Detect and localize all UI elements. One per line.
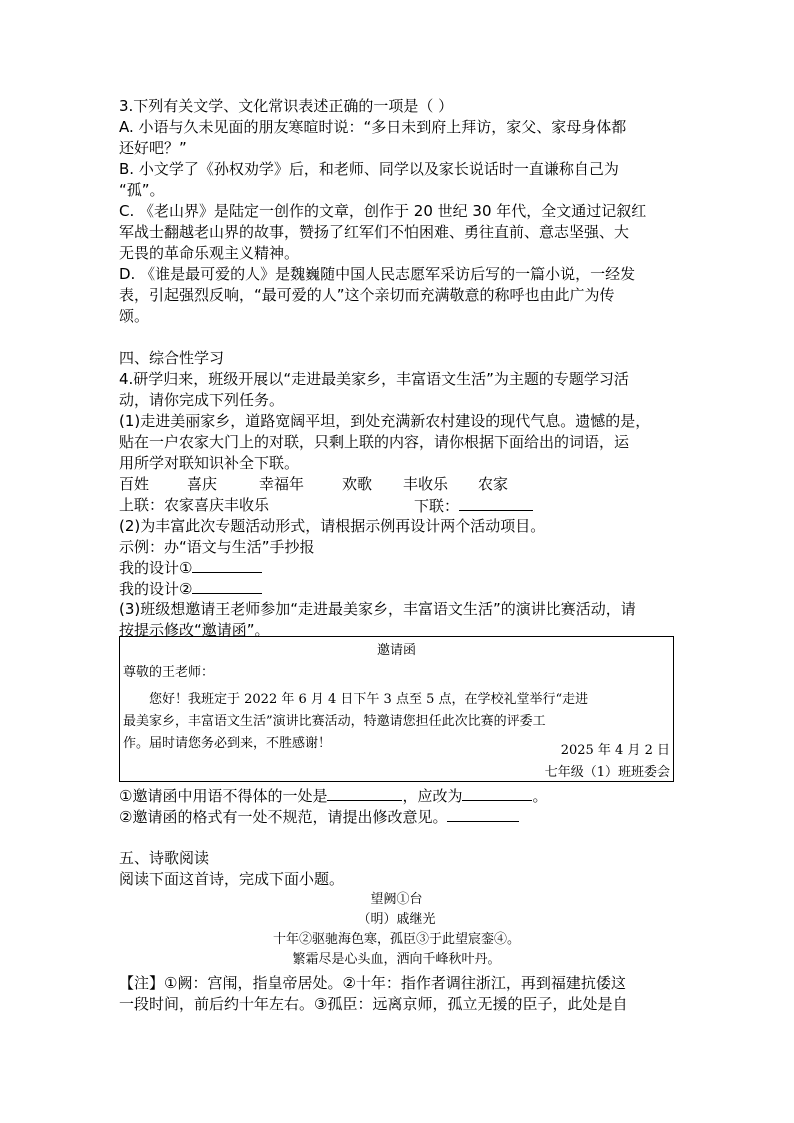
q3-option-b-line2: “孤”。 (119, 181, 165, 199)
word-item: 幸福年 (259, 475, 305, 493)
letter-body-line1: 您好！我班定于 2022 年 6 月 4 日下午 3 点至 5 点，在学校礼堂举行“走进 (149, 692, 589, 707)
word-item: 喜庆 (187, 475, 218, 493)
poem-note-line2: 一段时间，前后约十年左右。③孤臣：远离京师，孤立无援的臣子，此处是自 (119, 995, 628, 1013)
q3-option-d-line1: D. 《谁是最可爱的人》是魏巍随中国人民志愿军采访后写的一篇小说，一经发 (119, 265, 636, 283)
lower-couplet-blank[interactable] (459, 495, 533, 511)
q4-part2: (2)为丰富此次专题活动形式，请根据示例再设计两个活动项目。 (119, 517, 546, 535)
sub1-text-b: ，应改为 (402, 787, 463, 805)
letter-signature: 七年级（1）班班委会 (544, 765, 670, 780)
sub1-blank-2[interactable] (462, 785, 532, 801)
q4-part1-line2: 贴在一户农家大门上的对联，只剩上联的内容，请你根据下面给出的词语，运 (119, 433, 630, 451)
poem-note-line1: 【注】①阙：宫闱，指皇帝居处。②十年：指作者调往浙江，再到福建抗倭这 (119, 974, 626, 992)
sub1-text-c: 。 (532, 787, 548, 805)
sub1-blank-1[interactable] (327, 785, 402, 801)
q3-option-d-line2: 表，引起强烈反响，“最可爱的人”这个亲切而充满敬意的称呼也由此广为传 (119, 286, 615, 304)
q3-option-a-line1: A. 小语与久未见面的朋友寒暄时说：“多日未到府上拜访，家父、家母身体都 (119, 118, 627, 136)
section4-heading: 四、综合性学习 (119, 349, 225, 367)
q4-intro-line2: 动，请你完成下列任务。 (119, 391, 285, 409)
section5-heading: 五、诗歌阅读 (119, 849, 210, 867)
lower-couplet (414, 495, 533, 516)
design-2-label: 我的设计② (119, 580, 193, 598)
design-2 (119, 578, 262, 599)
q3-option-b-line1: B. 小文学了《孙权劝学》后，和老师、同学以及家长说话时一直谦称自己为 (119, 160, 619, 178)
q4-intro-line1: 4.研学归来，班级开展以“走进最美家乡，丰富语文生活”为主题的专题学习活 (119, 370, 629, 388)
word-item: 丰收乐 (403, 475, 449, 493)
q3-option-d-line3: 颂。 (119, 307, 150, 325)
section5-intro: 阅读下面这首诗，完成下面小题。 (119, 870, 345, 888)
sub2-text: ②邀请函的格式有一处不规范，请提出修改意见。 (119, 808, 448, 826)
sub1-text-a: ①邀请函中用语不得体的一处是 (119, 787, 328, 805)
sub-question-1 (119, 785, 547, 806)
letter-title: 邀请函 (376, 643, 416, 658)
q3-option-a-line2: 还好吧？” (119, 139, 187, 157)
q4-part3-line1: (3)班级想邀请王老师参加“走进最美家乡，丰富语文生活”的演讲比赛活动，请 (119, 600, 636, 618)
word-item: 百姓 (119, 475, 150, 493)
letter-date: 2025 年 4 月 2 日 (560, 743, 670, 758)
design-1 (119, 557, 262, 578)
poem-author: （明）戚继光 (357, 912, 436, 927)
sub2-blank[interactable] (447, 806, 519, 822)
q4-part3-line2: 按提示修改“邀请函”。 (119, 621, 270, 639)
poem-title: 望阙①台 (370, 892, 423, 907)
letter-body-line3: 作。届时请您务必到来，不胜感谢！ (123, 736, 332, 751)
q3-stem: 3.下列有关文学、文化常识表述正确的一项是（ ） (119, 97, 454, 115)
design-1-label: 我的设计① (119, 559, 193, 577)
q4-part1-line1: (1)走进美丽家乡，道路宽阔平坦，到处充满新农村建设的现代气息。遗憾的是， (119, 412, 651, 430)
q4-part1-line3: 用所学对联知识补全下联。 (119, 454, 300, 472)
poem-line-1: 十年②驱驰海色寒，孤臣③于此望宸銮④。 (272, 932, 520, 947)
design-2-blank[interactable] (192, 578, 262, 594)
word-list (119, 474, 508, 494)
invitation-letter-box (119, 636, 674, 782)
q3-option-c-line2: 军战士翻越老山界的故事，赞扬了红军们不怕困难、勇往直前、意志坚强、大 (119, 223, 630, 241)
lower-couplet-label: 下联： (414, 497, 460, 515)
poem-line-2: 繁霜尽是心头血，洒向千峰秋叶丹。 (292, 952, 501, 967)
upper-couplet: 上联：农家喜庆丰收乐 (119, 496, 270, 514)
letter-greeting: 尊敬的王老师： (123, 665, 215, 680)
letter-body-line2: 最美家乡，丰富语文生活”演讲比赛活动，特邀请您担任此次比赛的评委工 (123, 714, 546, 729)
word-item: 欢歌 (342, 475, 373, 493)
example-text: 示例：办“语文与生活”手抄报 (119, 538, 315, 556)
sub-question-2 (119, 806, 519, 827)
q3-option-c-line1: C. 《老山界》是陆定一创作的文章，创作于 20 世纪 30 年代，全文通过记叙红 (119, 202, 647, 220)
design-1-blank[interactable] (192, 557, 262, 573)
q3-option-c-line3: 无畏的革命乐观主义精神。 (119, 244, 300, 262)
word-item: 农家 (478, 475, 509, 493)
